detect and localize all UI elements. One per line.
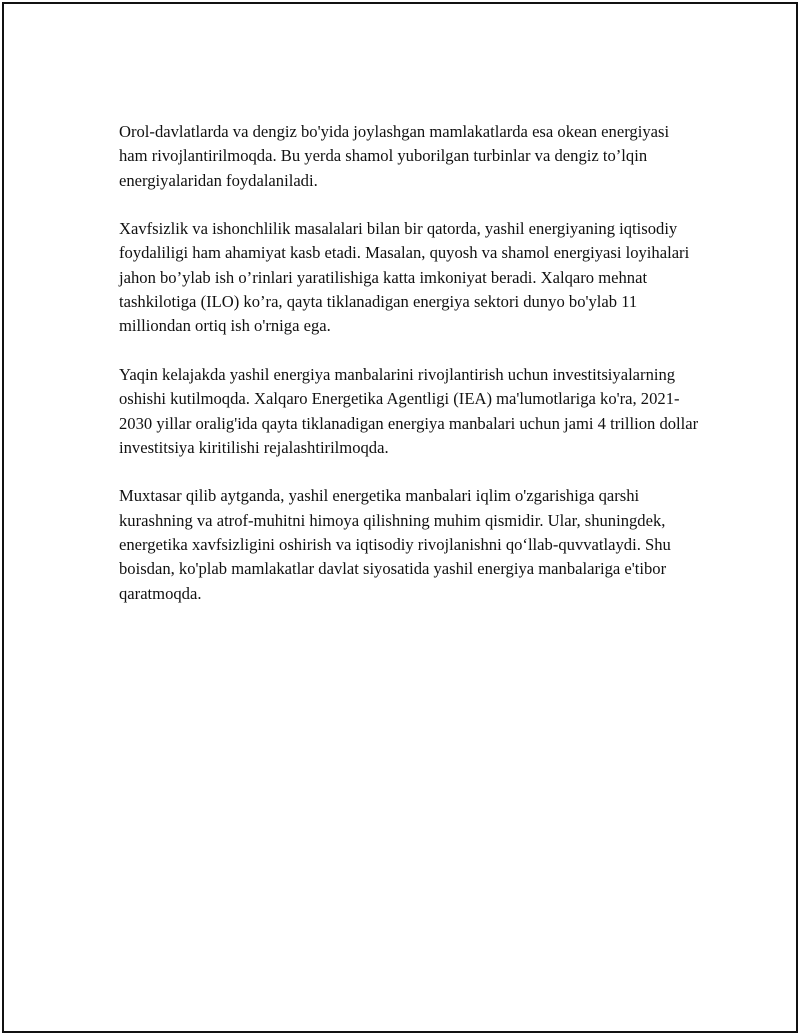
document-page — [2, 2, 798, 1033]
paragraph-investment: Yaqin kelajakda yashil energiya manbalarini rivojlantirish uchun investitsiyalarning oshishi kutilmoqda. Xalqaro Energetika Agentligi (IEA) ma'lumotlariga ko'ra, 2021-2030 yillar oralig'ida qayta tiklanadigan energiya manbalari uchun jami 4 trillion dollar investitsiya kiritilishi rejalashtirilmoqda. — [119, 364, 699, 457]
paragraph-ocean-energy: Orol-davlatlarda va dengiz bo'yida joylashgan mamlakatlarda esa okean energiyasi ham rivojlantirilmoqda. Bu yerda shamol yuborilgan turbinlar va dengiz to’lqin energiyalaridan foydalaniladi. — [119, 122, 670, 190]
paragraph-conclusion: Muxtasar qilib aytganda, yashil energetika manbalari iqlim o'zgarishiga qarshi kurashning va atrof-muhitni himoya qilishning muhim qismidir. Ular, shuningdek, energetika xavfsizligini oshirish va iqtisodiy rivojlanishni qo‘llab-quvvatlaydi. Shu boisdan, ko'plab mamlakatlar davlat siyosatida yashil energiya manbalariga e'tibor qaratmoqda. — [119, 486, 671, 603]
paragraph-economic-benefit: Xavfsizlik va ishonchlilik masalalari bilan bir qatorda, yashil energiyaning iqtisodiy foydaliligi ham ahamiyat kasb etadi. Masalan, quyosh va shamol energiyasi loyihalari jahon bo’ylab ish o’rinlari yaratilishiga katta imkoniyat beradi. Xalqaro mehnat tashkilotiga (ILO) ko’ra, qayta tiklanadigan energiya sektori dunyo bo'ylab 11 milliondan ortiq ish o'rniga ega. — [119, 219, 690, 336]
document-body — [119, 120, 699, 630]
